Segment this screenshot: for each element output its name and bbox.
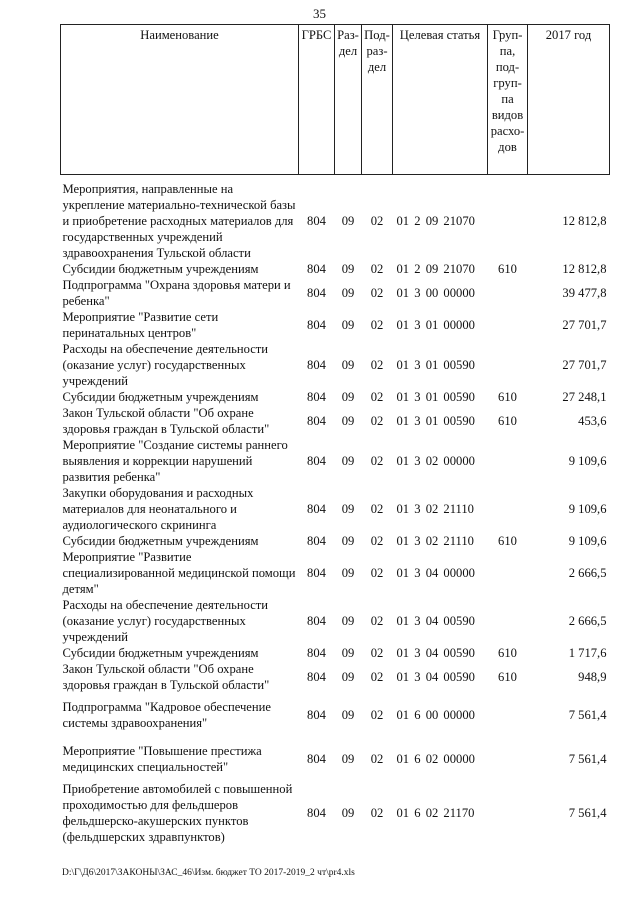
header-podrazdel: Под-раз-дел <box>362 25 393 175</box>
row-name: Мероприятие "Развитие специализированной медицинской помощи детям" <box>62 550 296 596</box>
row-podrazdel: 02 <box>370 358 384 372</box>
row-sum: 7 561,4 <box>568 708 607 722</box>
row-sum: 2 666,5 <box>568 614 607 628</box>
row-grbs: 804 <box>307 752 326 766</box>
row-celevaya: 01 3 04 00590 <box>396 614 475 628</box>
row-sum: 453,6 <box>578 414 607 428</box>
row-celevaya: 01 3 04 00590 <box>396 646 475 660</box>
row-podrazdel: 02 <box>370 286 384 300</box>
row-celevaya: 01 2 09 21070 <box>396 214 475 228</box>
row-sum: 7 561,4 <box>568 752 607 766</box>
table-row <box>61 661 610 693</box>
table-row <box>61 277 610 309</box>
row-gruppa <box>488 781 528 845</box>
header-razdel: Раз-дел <box>335 25 362 175</box>
row-name: Мероприятие "Создание системы раннего выявления и коррекции нарушений развития ребенка" <box>62 438 288 484</box>
row-celevaya: 01 6 00 00000 <box>396 708 475 722</box>
table-row <box>61 261 610 277</box>
table-row <box>61 405 610 437</box>
row-gruppa <box>488 737 528 781</box>
row-name: Субсидии бюджетным учреждениям <box>62 534 259 548</box>
row-razdel: 09 <box>341 566 355 580</box>
table-row <box>61 181 610 261</box>
row-podrazdel: 02 <box>370 614 384 628</box>
row-grbs: 804 <box>307 670 326 684</box>
row-podrazdel: 02 <box>370 806 384 820</box>
row-gruppa <box>488 693 528 737</box>
row-gruppa: 610 <box>498 534 517 548</box>
row-grbs: 804 <box>307 806 326 820</box>
row-name: Мероприятия, направленные на укрепление материально-технической базы и приобретение расходных материалов для государственных учреждений здравоохранения Тульской области <box>62 182 296 260</box>
row-name: Субсидии бюджетным учреждениям <box>62 390 259 404</box>
row-razdel: 09 <box>341 262 355 276</box>
table-row <box>61 597 610 645</box>
row-podrazdel: 02 <box>370 708 384 722</box>
row-grbs: 804 <box>307 646 326 660</box>
row-name: Субсидии бюджетным учреждениям <box>62 262 259 276</box>
row-podrazdel: 02 <box>370 670 384 684</box>
table-header-row <box>61 25 610 175</box>
row-razdel: 09 <box>341 286 355 300</box>
row-razdel: 09 <box>341 752 355 766</box>
row-celevaya: 01 6 02 00000 <box>396 752 475 766</box>
row-grbs: 804 <box>307 214 326 228</box>
table-row <box>61 645 610 661</box>
row-name: Подпрограмма "Кадровое обеспечение системы здравоохранения" <box>62 700 271 730</box>
file-path-footer: D:\Г\Д6\2017\ЗАКОНЫ\ЗАС_46\Изм. бюджет ТО 2017-2019_2 чт\pr4.xls <box>62 868 355 878</box>
row-razdel: 09 <box>341 390 355 404</box>
table-row <box>61 389 610 405</box>
table-row <box>61 737 610 781</box>
row-celevaya: 01 3 04 00000 <box>396 566 475 580</box>
row-sum: 1 717,6 <box>568 646 607 660</box>
row-podrazdel: 02 <box>370 262 384 276</box>
row-name: Закон Тульской области "Об охране здоровья граждан в Тульской области" <box>62 406 270 436</box>
row-razdel: 09 <box>341 318 355 332</box>
row-razdel: 09 <box>341 806 355 820</box>
row-celevaya: 01 3 01 00590 <box>396 414 475 428</box>
row-podrazdel: 02 <box>370 646 384 660</box>
row-gruppa <box>488 181 528 261</box>
budget-table <box>60 24 610 845</box>
row-grbs: 804 <box>307 390 326 404</box>
row-gruppa: 610 <box>498 646 517 660</box>
row-grbs: 804 <box>307 262 326 276</box>
row-razdel: 09 <box>341 534 355 548</box>
row-razdel: 09 <box>341 454 355 468</box>
row-name: Расходы на обеспечение деятельности (оказание услуг) государственных учреждений <box>62 598 269 644</box>
row-razdel: 09 <box>341 670 355 684</box>
row-podrazdel: 02 <box>370 534 384 548</box>
row-grbs: 804 <box>307 414 326 428</box>
row-celevaya: 01 3 01 00590 <box>396 358 475 372</box>
row-celevaya: 01 3 02 21110 <box>396 534 474 548</box>
row-sum: 12 812,8 <box>562 214 607 228</box>
row-gruppa <box>488 341 528 389</box>
row-podrazdel: 02 <box>370 454 384 468</box>
row-gruppa <box>488 549 528 597</box>
row-razdel: 09 <box>341 358 355 372</box>
row-sum: 27 701,7 <box>562 358 607 372</box>
row-sum: 27 248,1 <box>562 390 607 404</box>
row-razdel: 09 <box>341 646 355 660</box>
row-gruppa: 610 <box>498 670 517 684</box>
row-sum: 9 109,6 <box>568 502 607 516</box>
row-name: Мероприятие "Повышение престижа медицинских специальностей" <box>62 744 262 774</box>
table-row <box>61 485 610 533</box>
row-gruppa: 610 <box>498 414 517 428</box>
table-row <box>61 781 610 845</box>
row-celevaya: 01 3 02 00000 <box>396 454 475 468</box>
row-sum: 39 477,8 <box>562 286 607 300</box>
row-sum: 12 812,8 <box>562 262 607 276</box>
row-celevaya: 01 3 01 00000 <box>396 318 475 332</box>
row-name: Субсидии бюджетным учреждениям <box>62 646 259 660</box>
row-podrazdel: 02 <box>370 502 384 516</box>
row-razdel: 09 <box>341 214 355 228</box>
row-razdel: 09 <box>341 502 355 516</box>
row-celevaya: 01 3 04 00590 <box>396 670 475 684</box>
row-celevaya: 01 2 09 21070 <box>396 262 475 276</box>
row-razdel: 09 <box>341 614 355 628</box>
row-razdel: 09 <box>341 414 355 428</box>
page-number: 35 <box>313 6 326 21</box>
table-row <box>61 437 610 485</box>
row-celevaya: 01 3 00 00000 <box>396 286 475 300</box>
row-podrazdel: 02 <box>370 414 384 428</box>
row-podrazdel: 02 <box>370 214 384 228</box>
row-sum: 27 701,7 <box>562 318 607 332</box>
row-grbs: 804 <box>307 454 326 468</box>
row-grbs: 804 <box>307 318 326 332</box>
row-name: Приобретение автомобилей с повышенной проходимостью для фельдшеров фельдшерско-акушерских пунктов (фельдшерских здравпунктов) <box>62 782 293 844</box>
row-celevaya: 01 6 02 21170 <box>396 806 475 820</box>
row-name: Закон Тульской области "Об охране здоровья граждан в Тульской области" <box>62 662 270 692</box>
row-sum: 9 109,6 <box>568 454 607 468</box>
row-grbs: 804 <box>307 286 326 300</box>
row-grbs: 804 <box>307 358 326 372</box>
row-podrazdel: 02 <box>370 390 384 404</box>
table-body <box>61 175 610 846</box>
header-name: Наименование <box>61 25 299 175</box>
row-gruppa: 610 <box>498 390 517 404</box>
row-grbs: 804 <box>307 502 326 516</box>
row-gruppa <box>488 277 528 309</box>
row-razdel: 09 <box>341 708 355 722</box>
header-celevaya: Целевая статья <box>393 25 488 175</box>
row-sum: 7 561,4 <box>568 806 607 820</box>
row-gruppa <box>488 485 528 533</box>
row-celevaya: 01 3 02 21110 <box>396 502 474 516</box>
row-podrazdel: 02 <box>370 318 384 332</box>
header-gruppa: Груп-па, под-груп-па видов расхо-дов <box>488 25 528 175</box>
table-row <box>61 309 610 341</box>
row-gruppa <box>488 309 528 341</box>
row-sum: 9 109,6 <box>568 534 607 548</box>
row-grbs: 804 <box>307 566 326 580</box>
row-grbs: 804 <box>307 534 326 548</box>
row-gruppa <box>488 597 528 645</box>
row-sum: 948,9 <box>578 670 607 684</box>
row-grbs: 804 <box>307 614 326 628</box>
row-name: Закупки оборудования и расходных материалов для неонатального и аудиологического скрининга <box>62 486 254 532</box>
table-row <box>61 341 610 389</box>
row-grbs: 804 <box>307 708 326 722</box>
header-grbs: ГРБС <box>299 25 335 175</box>
row-sum: 2 666,5 <box>568 566 607 580</box>
table-row <box>61 533 610 549</box>
row-gruppa: 610 <box>498 262 517 276</box>
row-name: Мероприятие "Развитие сети перинатальных центров" <box>62 310 219 340</box>
row-podrazdel: 02 <box>370 752 384 766</box>
table-row <box>61 549 610 597</box>
row-name: Подпрограмма "Охрана здоровья матери и ребенка" <box>62 278 291 308</box>
row-gruppa <box>488 437 528 485</box>
header-year: 2017 год <box>528 25 610 175</box>
table-row <box>61 693 610 737</box>
row-celevaya: 01 3 01 00590 <box>396 390 475 404</box>
row-podrazdel: 02 <box>370 566 384 580</box>
row-name: Расходы на обеспечение деятельности (оказание услуг) государственных учреждений <box>62 342 269 388</box>
